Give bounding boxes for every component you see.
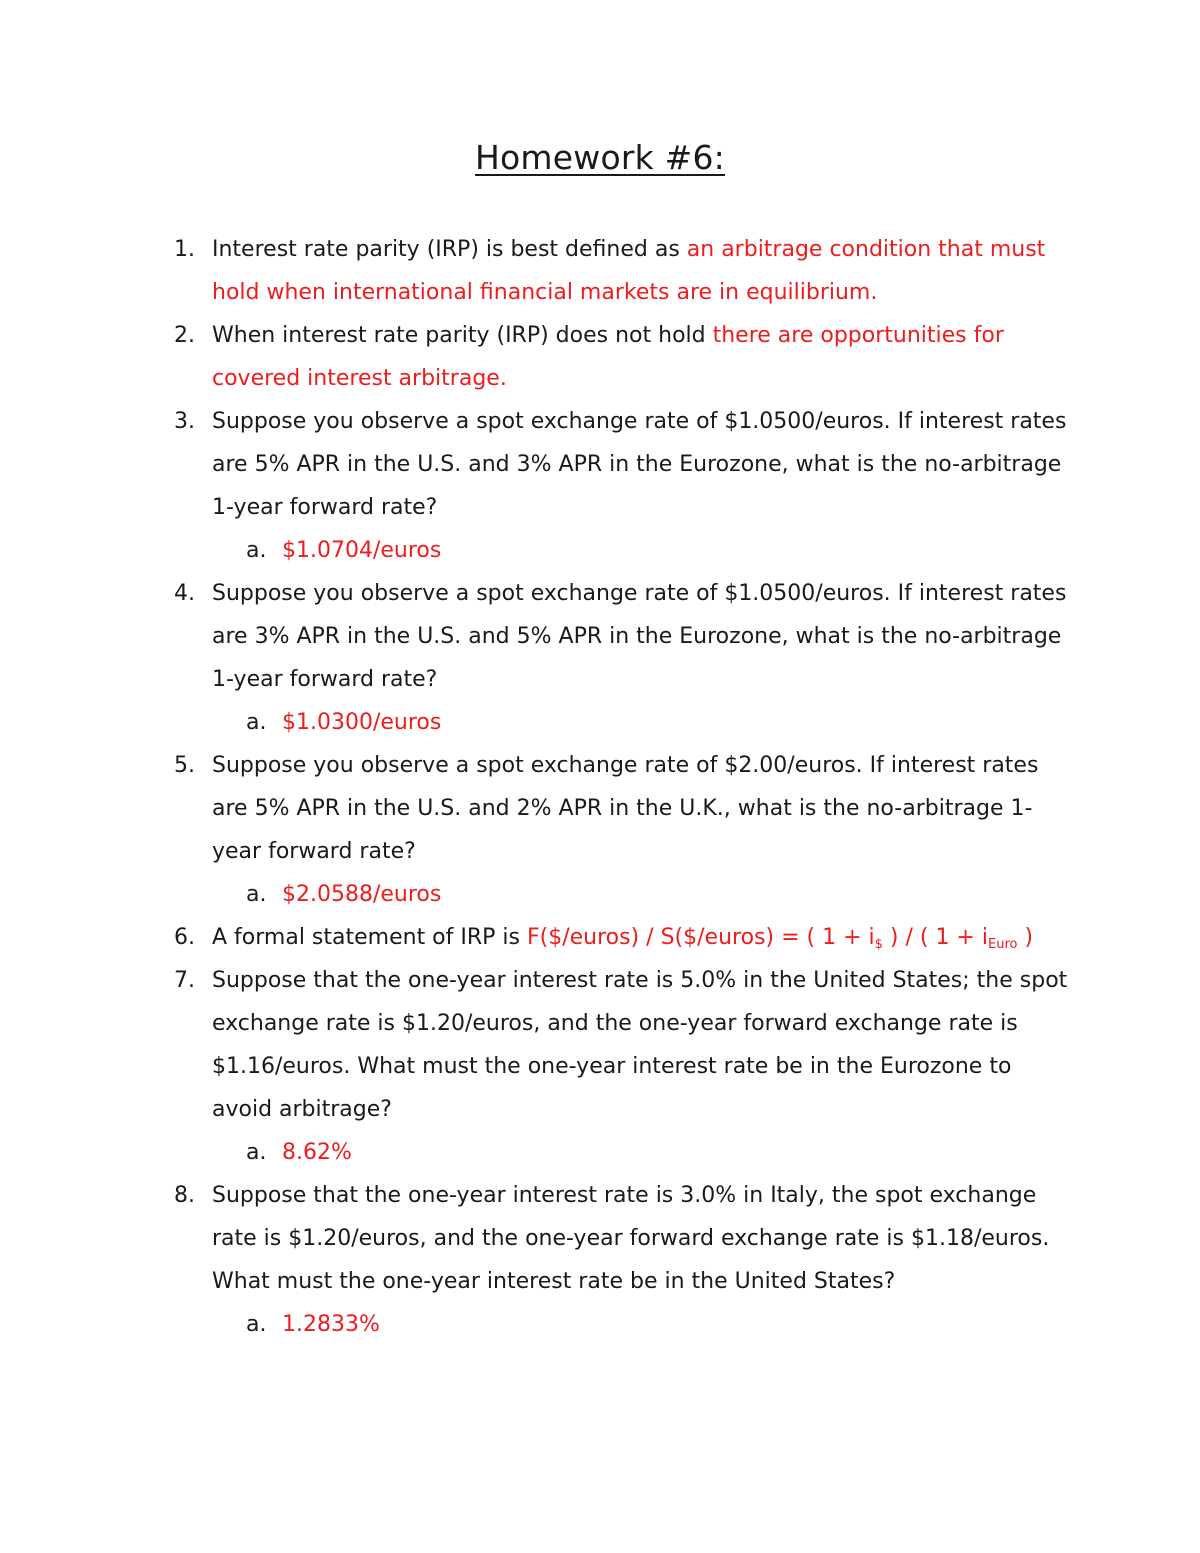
question-list bbox=[0, 228, 1200, 1346]
formula-part-3: ) bbox=[1017, 925, 1034, 950]
answer-text: $1.0300/euros bbox=[282, 710, 442, 735]
question-5 bbox=[0, 744, 1200, 873]
page-title-text: Homework #6: bbox=[475, 138, 725, 177]
answer-letter: a. bbox=[246, 882, 267, 907]
answer-letter: a. bbox=[246, 1140, 267, 1165]
question-8 bbox=[0, 1174, 1200, 1303]
answer-text: an arbitrage condition that must hold when international financial markets are in equilibrium. bbox=[212, 237, 1046, 305]
question-number: 1. bbox=[174, 237, 195, 262]
question-1 bbox=[0, 228, 1200, 314]
answer-letter: a. bbox=[246, 1312, 267, 1337]
answer-3 bbox=[0, 529, 1200, 572]
question-2 bbox=[0, 314, 1200, 400]
answer-letter: a. bbox=[246, 538, 267, 563]
question-text: When interest rate parity (IRP) does not hold bbox=[212, 323, 713, 348]
question-text: Suppose you observe a spot exchange rate of $1.0500/euros. If interest rates are 3% APR in the U.S. and 5% APR in the Eurozone, what is the no-arbitrage 1-year forward rate? bbox=[212, 581, 1067, 692]
answer-text: $2.0588/euros bbox=[282, 882, 442, 907]
irp-formula bbox=[527, 925, 1033, 950]
question-text: Suppose you observe a spot exchange rate of $1.0500/euros. If interest rates are 5% APR in the U.S. and 3% APR in the Eurozone, what is the no-arbitrage 1-year forward rate? bbox=[212, 409, 1067, 520]
question-3 bbox=[0, 400, 1200, 529]
answer-text: 1.2833% bbox=[282, 1312, 380, 1337]
question-number: 5. bbox=[174, 753, 195, 778]
question-text: A formal statement of IRP is bbox=[212, 925, 527, 950]
question-number: 8. bbox=[174, 1183, 195, 1208]
formula-part-2: ) / ( 1 + i bbox=[882, 925, 988, 950]
question-number: 3. bbox=[174, 409, 195, 434]
question-4 bbox=[0, 572, 1200, 701]
question-6 bbox=[0, 916, 1200, 959]
answer-text: there are opportunities for covered interest arbitrage. bbox=[212, 323, 1004, 391]
question-text: Suppose that the one-year interest rate is 3.0% in Italy, the spot exchange rate is $1.20/euros, and the one-year forward exchange rate is $1.18/euros. What must the one-year interest rate be in the United States? bbox=[212, 1183, 1050, 1294]
question-7 bbox=[0, 959, 1200, 1131]
formula-subscript-euro: Euro bbox=[987, 937, 1018, 952]
page-title bbox=[0, 138, 1200, 177]
answer-text: 8.62% bbox=[282, 1140, 352, 1165]
answer-4 bbox=[0, 701, 1200, 744]
question-text: Interest rate parity (IRP) is best defined as bbox=[212, 237, 687, 262]
answer-letter: a. bbox=[246, 710, 267, 735]
question-number: 6. bbox=[174, 925, 195, 950]
formula-part-1: F($/euros) / S($/euros) = ( 1 + i bbox=[526, 925, 875, 950]
formula-subscript-dollar: $ bbox=[874, 937, 883, 952]
answer-text: $1.0704/euros bbox=[282, 538, 442, 563]
answer-8 bbox=[0, 1303, 1200, 1346]
answer-7 bbox=[0, 1131, 1200, 1174]
answer-5 bbox=[0, 873, 1200, 916]
question-text: Suppose that the one-year interest rate is 5.0% in the United States; the spot exchange rate is $1.20/euros, and the one-year forward exchange rate is $1.16/euros. What must the one-year interest rate be in the Eurozone to avoid arbitrage? bbox=[212, 968, 1068, 1122]
question-number: 2. bbox=[174, 323, 195, 348]
question-number: 4. bbox=[174, 581, 195, 606]
question-text: Suppose you observe a spot exchange rate of $2.00/euros. If interest rates are 5% APR in the U.S. and 2% APR in the U.K., what is the no-arbitrage 1-year forward rate? bbox=[212, 753, 1039, 864]
question-number: 7. bbox=[174, 968, 195, 993]
